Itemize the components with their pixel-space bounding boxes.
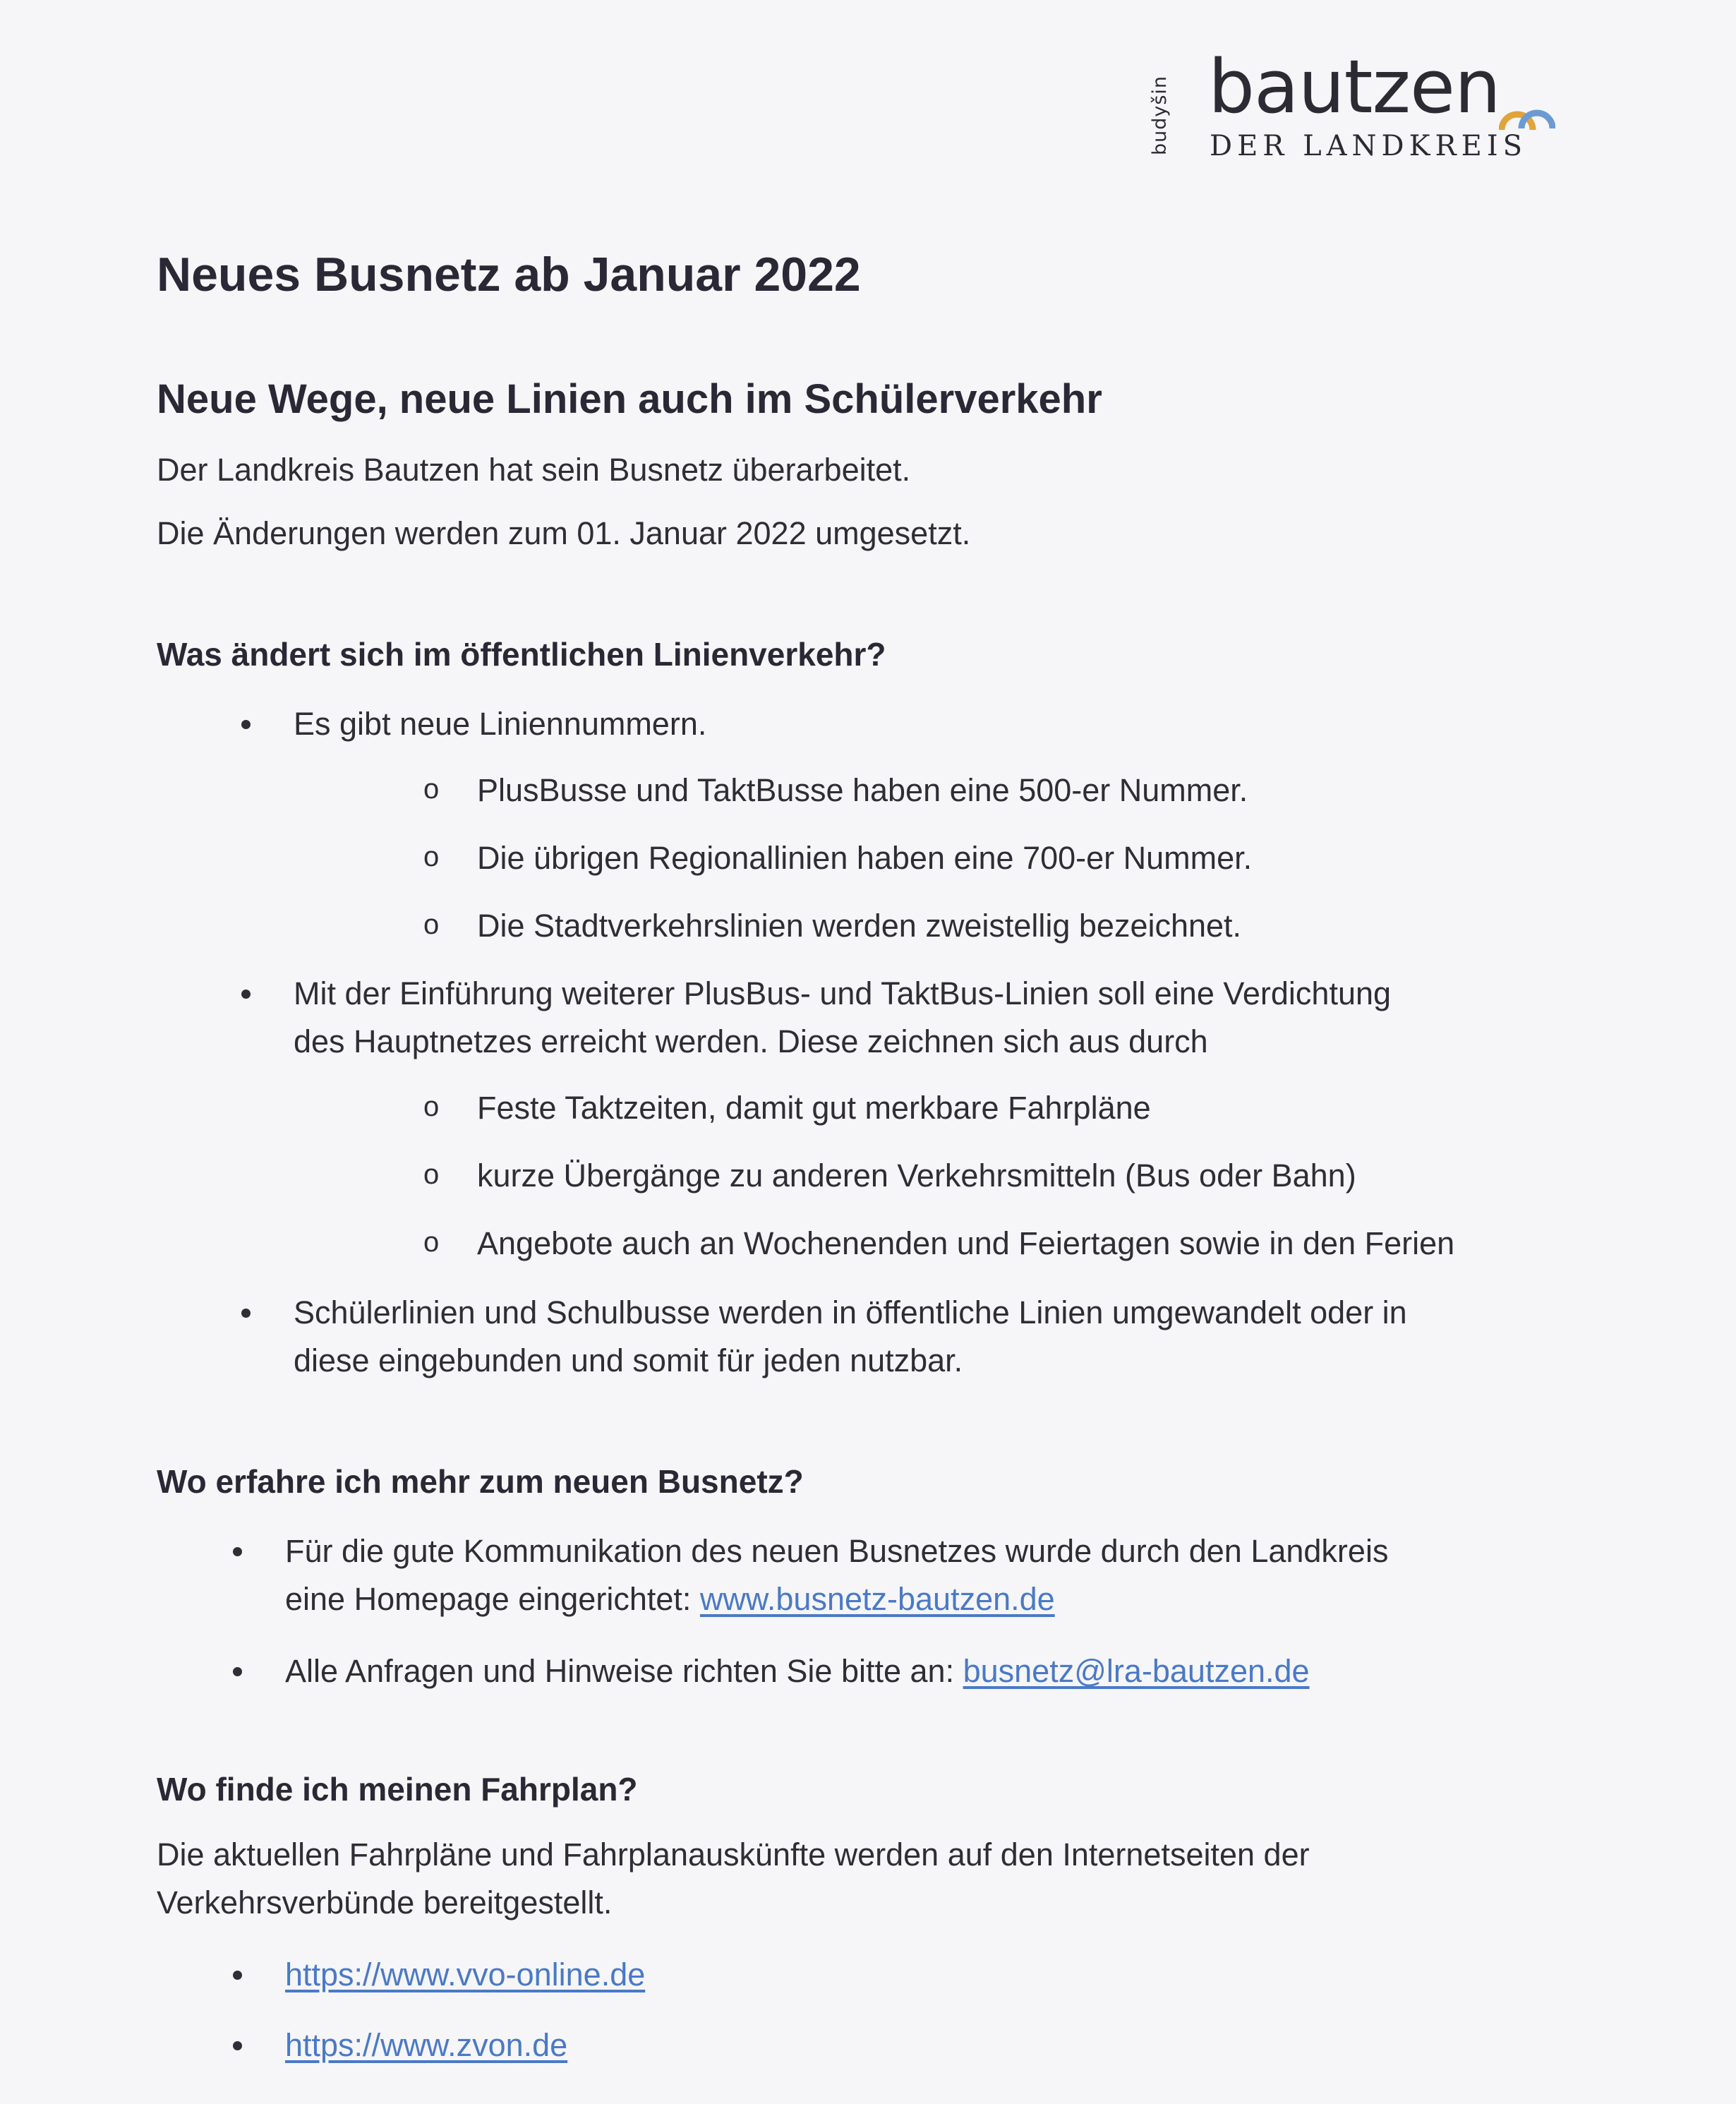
timetable-text-line-2: Verkehrsverbünde bereitgestellt. (157, 1884, 613, 1920)
bullet-dot (241, 990, 251, 999)
zvon-link[interactable]: https://www.zvon.de (285, 2027, 568, 2063)
list-item (285, 2021, 567, 2069)
timetable-text-line-1: Die aktuellen Fahrpläne und Fahrplanauskünfte werden auf den Internetseiten der (157, 1837, 1310, 1872)
logo-wordmark: bautzen (1208, 44, 1500, 130)
sub-bullet-marker: o (423, 1091, 440, 1122)
bullet-dot (241, 720, 251, 729)
page-title: Neues Busnetz ab Januar 2022 (157, 248, 861, 301)
bullet-dot (233, 1667, 242, 1676)
list-item: kurze Übergänge zu anderen Verkehrsmitteln (Bus oder Bahn) (477, 1158, 1356, 1194)
page-subtitle: Neue Wege, neue Linien auch im Schülerverkehr (157, 376, 1102, 422)
intro-line-1: Der Landkreis Bautzen hat sein Busnetz überarbeitet. (157, 452, 911, 488)
section-heading-changes: Was ändert sich im öffentlichen Linienverkehr? (157, 636, 886, 673)
homepage-link[interactable]: www.busnetz-bautzen.de (699, 1581, 1055, 1617)
list-item: Die übrigen Regionallinien haben eine 700-er Nummer. (477, 840, 1253, 876)
intro-line-2: Die Änderungen werden zum 01. Januar 2022 umgesetzt. (157, 515, 971, 551)
list-item (285, 1951, 645, 1999)
logo-vertical-text: budyšin (1149, 75, 1171, 155)
list-item: Die Stadtverkehrslinien werden zweistellig bezeichnet. (477, 908, 1242, 944)
sub-bullet-marker: o (423, 1227, 440, 1258)
list-item-continued: diese eingebunden und somit für jeden nutzbar. (294, 1342, 963, 1378)
list-item-continued: des Hauptnetzes erreicht werden. Diese zeichnen sich aus durch (294, 1023, 1208, 1059)
bullet-dot (233, 2041, 242, 2050)
contact-label: Alle Anfragen und Hinweise richten Sie bitte an: (285, 1653, 963, 1689)
bullet-dot (233, 1971, 242, 1980)
sub-bullet-marker: o (423, 841, 440, 872)
section-heading-more-info: Wo erfahre ich mehr zum neuen Busnetz? (157, 1463, 804, 1500)
section-heading-timetable: Wo finde ich meinen Fahrplan? (157, 1771, 638, 1808)
bullet-dot (241, 1309, 251, 1318)
sub-bullet-marker: o (423, 909, 440, 940)
list-item: Mit der Einführung weiterer PlusBus- und TaktBus-Linien soll eine Verdichtung (294, 975, 1392, 1011)
list-item: Es gibt neue Liniennummern. (294, 706, 707, 742)
list-item-continued (285, 1575, 1055, 1623)
logo-subtitle: DER LANDKREIS (1210, 130, 1528, 162)
list-item: PlusBusse und TaktBusse haben eine 500-er Nummer. (477, 772, 1248, 808)
email-link[interactable]: busnetz@lra-bautzen.de (963, 1653, 1310, 1689)
sub-bullet-marker: o (423, 774, 440, 805)
list-item (285, 1647, 1310, 1695)
vvo-link[interactable]: https://www.vvo-online.de (285, 1956, 646, 1992)
homepage-label: eine Homepage eingerichtet: (285, 1581, 700, 1617)
sub-bullet-marker: o (423, 1159, 440, 1190)
list-item: Schülerlinien und Schulbusse werden in öffentliche Linien umgewandelt oder in (294, 1294, 1407, 1330)
bullet-dot (233, 1547, 242, 1556)
list-item: Angebote auch an Wochenenden und Feiertagen sowie in den Ferien (477, 1225, 1455, 1261)
landkreis-logo (1149, 44, 1596, 169)
logo-arcs-icon (1499, 88, 1555, 137)
list-item: Feste Taktzeiten, damit gut merkbare Fahrpläne (477, 1090, 1151, 1126)
list-item: Für die gute Kommunikation des neuen Busnetzes wurde durch den Landkreis (285, 1533, 1389, 1569)
